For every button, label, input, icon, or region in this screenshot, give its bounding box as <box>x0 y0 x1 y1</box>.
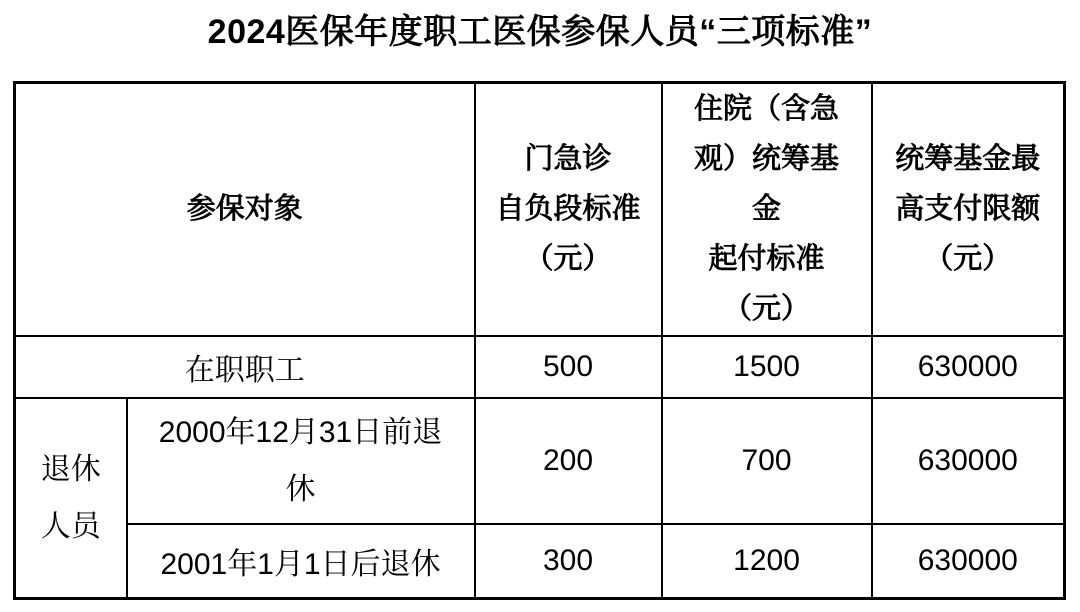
cell-inpatient-value: 700 <box>662 398 872 524</box>
header-text: 金 <box>752 193 782 226</box>
header-text: 住院（含急 <box>694 93 840 126</box>
header-text: 起付标准 <box>708 243 825 276</box>
header-text: （元） <box>924 243 1012 276</box>
cell-inpatient-value: 1200 <box>662 524 872 599</box>
table-row-active-employees <box>15 336 1065 398</box>
cell-retiree-group <box>15 398 127 599</box>
cell-cap-value: 630000 <box>872 524 1065 599</box>
category-label: 2000年12月31日前退 <box>158 415 443 449</box>
cell-category <box>15 336 475 398</box>
cell-inpatient-value: 1500 <box>662 336 872 398</box>
cell-outpatient-value: 500 <box>475 336 662 398</box>
group-label: 退休 <box>40 452 101 486</box>
table-row-retired-after-2001 <box>15 524 1065 599</box>
header-text: 高支付限额 <box>895 193 1041 226</box>
cell-outpatient-value: 200 <box>475 398 662 524</box>
header-outpatient-deductible <box>475 83 662 336</box>
category-label: 休 <box>285 472 316 506</box>
header-text: （元） <box>524 243 612 276</box>
header-text: 统筹基金最 <box>895 143 1041 176</box>
group-label: 人员 <box>40 509 101 543</box>
header-max-payment-cap <box>872 83 1065 336</box>
standards-table <box>13 81 1066 600</box>
table-row-retired-before-2001 <box>15 398 1065 524</box>
header-text: 参保对象 <box>186 193 303 226</box>
header-inpatient-deductible <box>662 83 872 336</box>
cell-category <box>127 524 475 599</box>
table-header-row <box>15 83 1065 336</box>
header-text: 门急诊 <box>524 143 612 176</box>
category-label: 在职职工 <box>184 353 305 387</box>
cell-outpatient-value: 300 <box>475 524 662 599</box>
category-label: 2001年1月1日后退休 <box>160 547 441 581</box>
page-title: 2024医保年度职工医保参保人员“三项标准” <box>207 13 873 51</box>
header-text: （元） <box>723 293 811 326</box>
cell-cap-value: 630000 <box>872 336 1065 398</box>
cell-category <box>127 398 475 524</box>
header-text: 观）统筹基 <box>694 143 840 176</box>
header-insured-persons <box>15 83 475 336</box>
header-text: 自负段标准 <box>495 193 641 226</box>
cell-cap-value: 630000 <box>872 398 1065 524</box>
